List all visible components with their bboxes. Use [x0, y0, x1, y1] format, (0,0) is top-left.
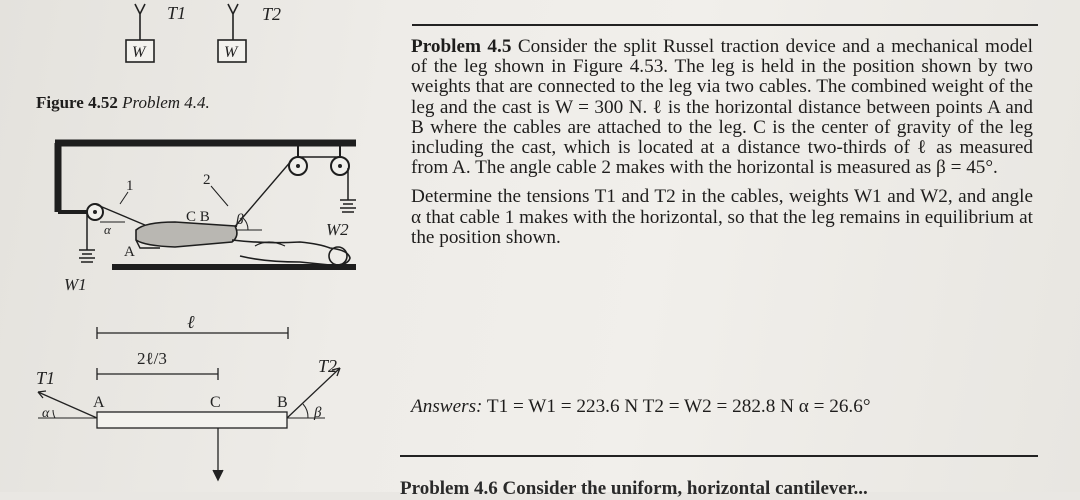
fbd-ell: ℓ — [187, 312, 195, 332]
fig453-w2: W2 — [326, 220, 349, 239]
fig453-point-a: A — [124, 244, 135, 260]
fig453-cb-label: C B — [186, 209, 210, 225]
fig452-t1-label: T1 — [167, 3, 187, 23]
fig453-alpha: α — [104, 222, 111, 237]
fig452-w-right: W — [224, 44, 238, 61]
answers-values: T1 = W1 = 223.6 N T2 = W2 = 282.8 N α = 26.6° — [486, 396, 871, 417]
figure-caption — [36, 93, 210, 113]
problem-paragraph-1 — [411, 37, 1033, 178]
free-body-diagram — [38, 327, 340, 480]
fbd-alpha: α — [42, 406, 50, 421]
fig452-t2-label: T2 — [262, 4, 282, 24]
fbd-beta: β — [314, 405, 322, 421]
next-problem-cutoff: Problem 4.6 Consider the uniform, horizontal cantilever... — [400, 478, 868, 499]
fig453-beta: β — [236, 212, 244, 228]
fbd-point-a: A — [93, 394, 105, 411]
cable-2-label: 2 — [203, 172, 211, 188]
problem-para1-text: Consider the split Russel traction device and a mechanical model of the leg shown in Figure 4.53. The leg is held in the position shown by two weights that are connected to the leg via two cables. The combined weight of the leg and the cast is W = 300 N. ℓ is the horizontal distance between points A and B where the cables are attached to the leg. C is the center of gravity of the leg including the cast, which is located at a distance two-thirds of ℓ as measured from A. The angle cable 2 makes with the horizontal is measured as β = 45°. — [411, 36, 1034, 179]
fbd-t1: T1 — [36, 368, 56, 388]
fig452-w-left: W — [132, 44, 146, 61]
fbd-two-thirds: 2ℓ/3 — [137, 349, 167, 368]
fbd-point-b: B — [277, 394, 288, 411]
answers-label: Answers: — [411, 396, 483, 417]
bottom-rule — [400, 455, 1038, 457]
fig453-w1: W1 — [64, 275, 87, 294]
figure-4-53 — [55, 143, 356, 267]
fbd-point-c: C — [210, 394, 221, 411]
problem-body — [411, 37, 1033, 248]
figures-area — [0, 0, 400, 492]
top-rule — [412, 24, 1038, 26]
fbd-t2: T2 — [318, 356, 338, 376]
caption-text: Problem 4.4. — [122, 93, 210, 112]
problem-paragraph-2: Determine the tensions T1 and T2 in the cables, weights W1 and W2, and angle α that cable 1 makes with the horizontal, so that the leg remains in equilibrium at the position shown. — [411, 186, 1033, 248]
answers-line — [411, 396, 871, 418]
cable-1-label: 1 — [126, 178, 134, 194]
caption-label: Figure 4.52 — [36, 93, 118, 112]
problem-number: Problem 4.5 — [411, 36, 512, 57]
